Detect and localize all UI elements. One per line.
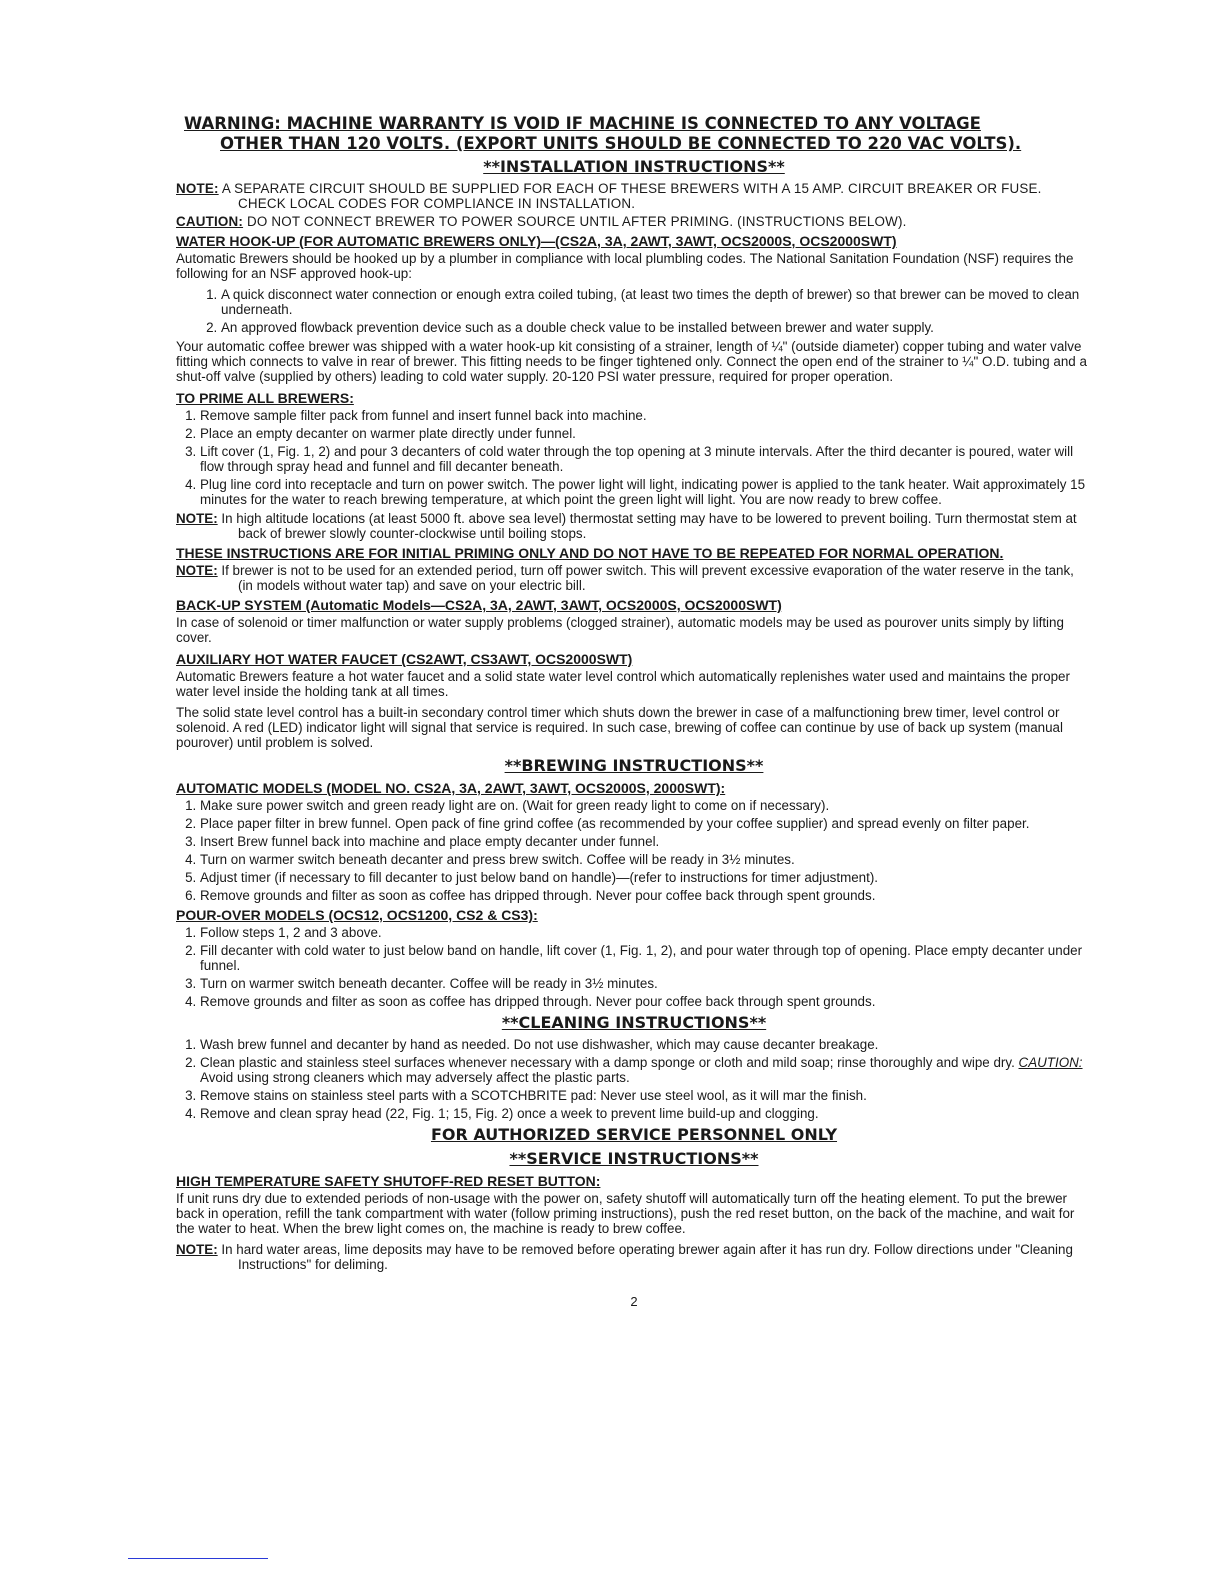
note-label: NOTE:	[176, 181, 219, 196]
authorized-heading: FOR AUTHORIZED SERVICE PERSONNEL ONLY	[430, 1125, 838, 1144]
automatic-models-heading: AUTOMATIC MODELS (MODEL NO. CS2A, 3A, 2AWT, 3AWT, OCS2000S, 2000SWT):	[176, 780, 726, 796]
hookup-heading: WATER HOOK-UP (FOR AUTOMATIC BREWERS ONLY)—(CS2A, 3A, 2AWT, 3AWT, OCS2000S, OCS2000SWT)	[176, 233, 897, 249]
note-label: NOTE:	[176, 511, 218, 526]
prime-list	[176, 408, 1092, 507]
list-item: 3. Remove stains on stainless steel parts with a SCOTCHBRITE pad: Never use steel wool, as it will mar the finish.	[200, 1088, 1092, 1103]
hookup-paragraph: Automatic Brewers should be hooked up by a plumber in compliance with local plumbling codes. The National Sanitation Foundation (NSF) requires the following for an NSF approved hook-up:	[176, 251, 1074, 281]
initial-priming-notice: THESE INSTRUCTIONS ARE FOR INITIAL PRIMING ONLY AND DO NOT HAVE TO BE REPEATED FOR NORMAL OPERATION.	[176, 545, 1004, 561]
list-item: 4. Turn on warmer switch beneath decanter and press brew switch. Coffee will be ready in 3½ minutes.	[200, 852, 1092, 867]
note-text: In hard water areas, lime deposits may have to be removed before operating brewer again after it has run dry. Follow directions under "Cleaning Instructions" for deliming.	[221, 1242, 1073, 1272]
list-item: 3. Lift cover (1, Fig. 1, 2) and pour 3 decanters of cold water through the top opening at 3 minute intervals. After the third decanter is poured, water will flow through spray head and funnel and fill decanter beneath.	[200, 444, 1092, 474]
list-item: 1. Wash brew funnel and decanter by hand as needed. Do not use dishwasher, which may cause decanter breakage.	[200, 1037, 1092, 1052]
altitude-note	[176, 511, 1092, 541]
list-item: 4. Plug line cord into receptacle and turn on power switch. The power light will light, indicating power is applied to the tank heater. Wait approximately 15 minutes for the water to reach brewing temperature, at which point the green light will light. You are now ready to brew coffee.	[200, 477, 1092, 507]
backup-paragraph: In case of solenoid or timer malfunction or water supply problems (clogged strainer), automatic models may be used as pourover units simply by lifting cover.	[176, 615, 1064, 645]
extended-period-note	[176, 563, 1092, 593]
list-item	[200, 1055, 1092, 1085]
warning-line-1: WARNING: MACHINE WARRANTY IS VOID IF MACHINE IS CONNECTED TO ANY VOLTAGE	[184, 114, 981, 133]
service-heading: **SERVICE INSTRUCTIONS**	[509, 1149, 759, 1168]
installation-heading: **INSTALLATION INSTRUCTIONS**	[483, 157, 785, 176]
list-item: 2. Fill decanter with cold water to just below band on handle, lift cover (1, Fig. 1, 2), and pour water through top of opening. Place empty decanter under funnel.	[200, 943, 1092, 973]
list-item: 1. A quick disconnect water connection or enough extra coiled tubing, (at least two times the depth of brewer) so that brewer can be moved to clean underneath.	[221, 287, 1092, 317]
pour-over-heading: POUR-OVER MODELS (OCS12, OCS1200, CS2 & CS3):	[176, 907, 538, 923]
prime-heading: TO PRIME ALL BREWERS:	[176, 390, 354, 406]
list-item: 3. Turn on warmer switch beneath decanter. Coffee will be ready in 3½ minutes.	[200, 976, 1092, 991]
faucet-paragraph-1: Automatic Brewers feature a hot water faucet and a solid state water level control which automatically replenishes water used and maintains the proper water level inside the holding tank at all times.	[176, 669, 1070, 699]
circuit-note	[176, 181, 1092, 211]
caution-text: DO NOT CONNECT BREWER TO POWER SOURCE UNTIL AFTER PRIMING. (INSTRUCTIONS BELOW).	[246, 214, 907, 229]
cleaning-list	[176, 1037, 1092, 1121]
list-item: 4. Remove and clean spray head (22, Fig. 1; 15, Fig. 2) once a week to prevent lime build-up and clogging.	[200, 1106, 1092, 1121]
note-text: A SEPARATE CIRCUIT SHOULD BE SUPPLIED FOR EACH OF THESE BREWERS WITH A 15 AMP. CIRCUIT BREAKER OR FUSE. CHECK LOCAL CODES FOR COMPLIANCE IN INSTALLATION.	[221, 181, 1042, 211]
backup-heading: BACK-UP SYSTEM (Automatic Models—CS2A, 3A, 2AWT, 3AWT, OCS2000S, OCS2000SWT)	[176, 597, 782, 613]
list-item: 1. Remove sample filter pack from funnel and insert funnel back into machine.	[200, 408, 1092, 423]
list-item: 6. Remove grounds and filter as soon as coffee has dripped through. Never pour coffee back through spent grounds.	[200, 888, 1092, 903]
note-label: NOTE:	[176, 1242, 218, 1257]
cleaning-text: Clean plastic and stainless steel surfaces whenever necessary with a damp sponge or cloth and mild soap; rinse thoroughly and wipe dry.	[200, 1055, 1015, 1070]
cleaning-heading: **CLEANING INSTRUCTIONS**	[501, 1013, 767, 1032]
cleaning-caution-label: CAUTION:	[1018, 1055, 1083, 1070]
footnote-rule	[128, 1558, 268, 1559]
list-item: 5. Adjust timer (if necessary to fill decanter to just below band on handle)—(refer to instructions for timer adjustment).	[200, 870, 1092, 885]
list-item: 1. Make sure power switch and green ready light are on. (Wait for green ready light to come on if necessary).	[200, 798, 1092, 813]
page-number: 2	[630, 1294, 638, 1309]
caution-note	[176, 214, 1092, 229]
note-label: NOTE:	[176, 563, 218, 578]
brewing-heading: **BREWING INSTRUCTIONS**	[504, 756, 764, 775]
warning-line-2: OTHER THAN 120 VOLTS. (EXPORT UNITS SHOULD BE CONNECTED TO 220 VAC VOLTS).	[220, 134, 1022, 153]
pour-over-list	[176, 925, 1092, 1009]
caution-label: CAUTION:	[176, 214, 244, 229]
list-item: 1. Follow steps 1, 2 and 3 above.	[200, 925, 1092, 940]
faucet-heading: AUXILIARY HOT WATER FAUCET (CS2AWT, CS3AWT, OCS2000SWT)	[176, 651, 633, 667]
note-text: In high altitude locations (at least 5000 ft. above sea level) thermostat setting may have to be lowered to prevent boiling. Turn thermostat stem at back of brewer slowly counter-clockwise until boiling stops.	[221, 511, 1077, 541]
faucet-paragraph-2: The solid state level control has a built-in secondary control timer which shuts down the brewer in case of a malfunctioning brew timer, level control or solenoid. A red (LED) indicator light will signal that service is required. In such case, brewing of coffee can continue by use of back up system (manual pourover) until problem is solved.	[176, 705, 1063, 750]
kit-paragraph: Your automatic coffee brewer was shipped with a water hook-up kit consisting of a strainer, length of ¼" (outside diameter) copper tubing and water valve fitting which connects to valve in rear of brewer. This fitting needs to be finger tightened only. Connect the open end of the strainer to ¼" O.D. tubing and a shut-off valve (supplied by others) leading to cold water supply. 20-120 PSI water pressure, required for proper operation.	[176, 339, 1087, 384]
shutoff-paragraph: If unit runs dry due to extended periods of non-usage with the power on, safety shutoff will automatically turn off the heating element. To put the brewer back in operation, refill the tank compartment with water (follow priming instructions), push the red reset button, on the back of the machine, and wait for the water to heat. When the brew light comes on, the machine is ready to brew coffee.	[176, 1191, 1075, 1236]
list-item: 2. Place an empty decanter on warmer plate directly under funnel.	[200, 426, 1092, 441]
list-item: 4. Remove grounds and filter as soon as coffee has dripped through. Never pour coffee back through spent grounds.	[200, 994, 1092, 1009]
hard-water-note	[176, 1242, 1092, 1272]
note-text: If brewer is not to be used for an extended period, turn off power switch. This will prevent excessive evaporation of the water reserve in the tank, (in models without water tap) and save on your electric bill.	[221, 563, 1074, 593]
shutoff-heading: HIGH TEMPERATURE SAFETY SHUTOFF-RED RESET BUTTON:	[176, 1173, 601, 1189]
list-item: 2. Place paper filter in brew funnel. Open pack of fine grind coffee (as recommended by your coffee supplier) and spread evenly on filter paper.	[200, 816, 1092, 831]
page-content	[176, 114, 1092, 1309]
list-item: 3. Insert Brew funnel back into machine and place empty decanter under funnel.	[200, 834, 1092, 849]
list-item: 2. An approved flowback prevention device such as a double check value to be installed between brewer and water supply.	[221, 320, 1092, 335]
cleaning-text: Avoid using strong cleaners which may adversely affect the plastic parts.	[200, 1070, 630, 1085]
hookup-list	[176, 287, 1092, 335]
automatic-list	[176, 798, 1092, 903]
